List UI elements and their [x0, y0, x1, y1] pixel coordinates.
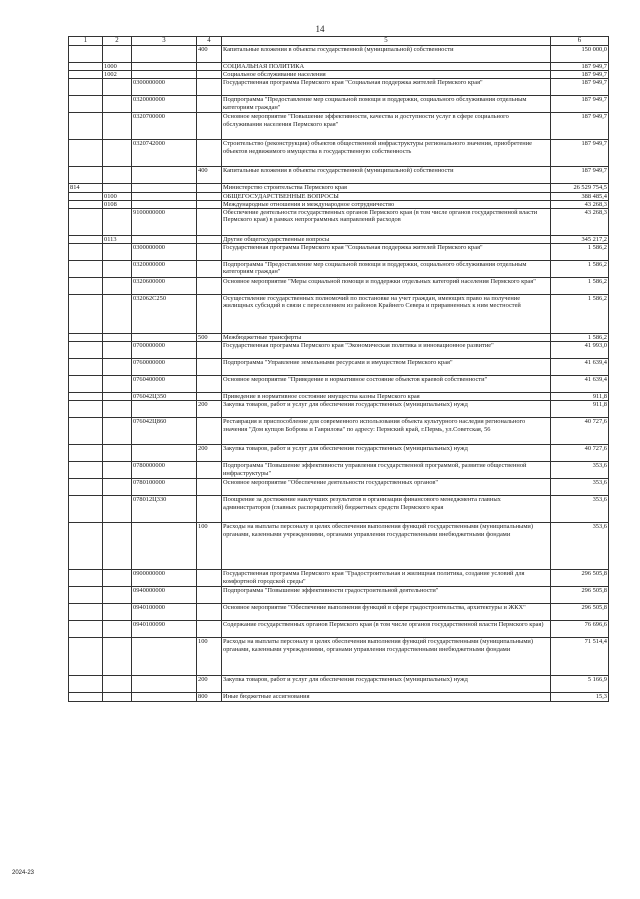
glava-cell [69, 71, 103, 79]
target-article-cell: 078012Ц330 [132, 496, 197, 523]
target-article-cell: 0940100090 [132, 621, 197, 638]
expense-type-cell [197, 342, 222, 359]
glava-cell [69, 418, 103, 445]
amount-cell: 5 166,9 [551, 676, 609, 693]
amount-cell: 187 949,7 [551, 96, 609, 113]
razdel-cell [103, 496, 132, 523]
glava-cell [69, 393, 103, 401]
description-cell: Иные бюджетные ассигнования [222, 693, 551, 701]
table-row [69, 192, 609, 200]
amount-cell: 43 268,3 [551, 208, 609, 235]
target-article-cell: 0320700000 [132, 113, 197, 140]
razdel-cell [103, 295, 132, 334]
razdel-cell: 0100 [103, 192, 132, 200]
glava-cell [69, 261, 103, 278]
amount-cell: 15,3 [551, 693, 609, 701]
amount-cell: 1 586,2 [551, 244, 609, 261]
razdel-cell [103, 359, 132, 376]
amount-cell: 1 586,2 [551, 334, 609, 342]
razdel-cell [103, 96, 132, 113]
target-article-cell [132, 63, 197, 71]
amount-cell: 40 727,6 [551, 418, 609, 445]
amount-cell: 911,8 [551, 393, 609, 401]
expense-type-cell: 200 [197, 401, 222, 418]
target-article-cell [132, 693, 197, 701]
table-row [69, 342, 609, 359]
razdel-cell [103, 167, 132, 184]
table-row [69, 523, 609, 570]
expense-type-cell [197, 479, 222, 496]
expense-type-cell [197, 200, 222, 208]
table-row [69, 200, 609, 208]
glava-cell [69, 113, 103, 140]
target-article-cell: 0320000000 [132, 96, 197, 113]
amount-cell: 187 949,7 [551, 167, 609, 184]
description-cell: ОБЩЕГОСУДАРСТВЕННЫЕ ВОПРОСЫ [222, 192, 551, 200]
amount-cell: 353,6 [551, 523, 609, 570]
glava-cell [69, 401, 103, 418]
razdel-cell [103, 604, 132, 621]
amount-cell: 1 586,2 [551, 295, 609, 334]
expense-type-cell [197, 587, 222, 604]
description-cell: Обеспечение деятельности государственных органов Пермского края (в том числе органов государственной власти Пермского края) в рамках непрограммных направлений расходов [222, 208, 551, 235]
table-row [69, 71, 609, 79]
table-row [69, 208, 609, 235]
table-row [69, 693, 609, 701]
description-cell: Расходы на выплаты персоналу в целях обеспечения выполнения функций государственными (муниципальными) органами, казенными учреждениями, органами управления государственными внебюджетными фондами [222, 523, 551, 570]
razdel-cell [103, 261, 132, 278]
expense-type-cell [197, 184, 222, 192]
description-cell: Другие общегосударственные вопросы [222, 235, 551, 243]
amount-cell: 388 485,4 [551, 192, 609, 200]
budget-table [68, 36, 609, 702]
razdel-cell [103, 334, 132, 342]
glava-cell [69, 479, 103, 496]
description-cell: СОЦИАЛЬНАЯ ПОЛИТИКА [222, 63, 551, 71]
target-article-cell: 0760400000 [132, 376, 197, 393]
table-row [69, 334, 609, 342]
target-article-cell [132, 167, 197, 184]
description-cell: Реставрация и приспособление для современного использования объекта культурного наследия регионального значения "Дом купцов Боброва и Гаврилова" по адресу: Пермский край, г.Пермь, ул.Советская, 56 [222, 418, 551, 445]
razdel-cell [103, 342, 132, 359]
glava-cell [69, 79, 103, 96]
column-header: 1 [69, 37, 103, 46]
description-cell: Капитальные вложения в объекты государственной (муниципальной) собственности [222, 46, 551, 63]
expense-type-cell [197, 604, 222, 621]
table-row [69, 184, 609, 192]
table-row [69, 295, 609, 334]
description-cell: Основное мероприятие "Обеспечение деятельности государственных органов" [222, 479, 551, 496]
glava-cell [69, 208, 103, 235]
razdel-cell [103, 184, 132, 192]
amount-cell: 296 505,8 [551, 604, 609, 621]
target-article-cell [132, 200, 197, 208]
amount-cell: 71 514,4 [551, 638, 609, 676]
razdel-cell [103, 376, 132, 393]
amount-cell: 345 217,2 [551, 235, 609, 243]
target-article-cell [132, 676, 197, 693]
target-article-cell: 0940000000 [132, 587, 197, 604]
razdel-cell [103, 46, 132, 63]
amount-cell: 41 639,4 [551, 376, 609, 393]
razdel-cell: 0113 [103, 235, 132, 243]
glava-cell [69, 676, 103, 693]
description-cell: Государственная программа Пермского края "Социальная поддержка жителей Пермского края" [222, 244, 551, 261]
amount-cell: 26 529 754,5 [551, 184, 609, 192]
table-row [69, 587, 609, 604]
description-cell: Межбюджетные трансферты [222, 334, 551, 342]
target-article-cell: 076042Ц860 [132, 418, 197, 445]
table-row [69, 140, 609, 167]
table-row [69, 418, 609, 445]
table-row [69, 278, 609, 295]
table-row [69, 462, 609, 479]
table-row [69, 621, 609, 638]
target-article-cell [132, 71, 197, 79]
description-cell: Государственная программа Пермского края "Градостроительная и жилищная политика, создание условий для комфортной городской среды" [222, 570, 551, 587]
amount-cell: 187 949,7 [551, 71, 609, 79]
target-article-cell: 076042Ц350 [132, 393, 197, 401]
glava-cell [69, 200, 103, 208]
glava-cell: 814 [69, 184, 103, 192]
razdel-cell [103, 676, 132, 693]
expense-type-cell [197, 295, 222, 334]
table-row [69, 479, 609, 496]
table-row [69, 496, 609, 523]
expense-type-cell [197, 418, 222, 445]
razdel-cell [103, 523, 132, 570]
description-cell: Капитальные вложения в объекты государственной (муниципальной) собственности [222, 167, 551, 184]
table-row [69, 167, 609, 184]
description-cell: Подпрограмма "Управление земельными ресурсами и имуществом Пермского края" [222, 359, 551, 376]
glava-cell [69, 192, 103, 200]
table-header-row [69, 37, 609, 46]
razdel-cell: 0108 [103, 200, 132, 208]
table-row [69, 79, 609, 96]
expense-type-cell [197, 63, 222, 71]
description-cell: Расходы на выплаты персоналу в целях обеспечения выполнения функций государственными (муниципальными) органами, казенными учреждениями, органами управления государственными внебюджетными фондами [222, 638, 551, 676]
expense-type-cell [197, 570, 222, 587]
description-cell: Закупка товаров, работ и услуг для обеспечения государственных (муниципальных) нужд [222, 676, 551, 693]
table-row [69, 46, 609, 63]
column-header: 4 [197, 37, 222, 46]
amount-cell: 296 505,8 [551, 570, 609, 587]
amount-cell: 353,6 [551, 479, 609, 496]
target-article-cell: 0320000000 [132, 261, 197, 278]
razdel-cell [103, 393, 132, 401]
razdel-cell [103, 621, 132, 638]
glava-cell [69, 496, 103, 523]
expense-type-cell [197, 96, 222, 113]
target-article-cell: 032062С250 [132, 295, 197, 334]
amount-cell: 353,6 [551, 462, 609, 479]
page-number: 14 [315, 24, 325, 34]
expense-type-cell [197, 71, 222, 79]
expense-type-cell [197, 376, 222, 393]
target-article-cell: 9100000000 [132, 208, 197, 235]
expense-type-cell [197, 359, 222, 376]
razdel-cell [103, 693, 132, 701]
razdel-cell [103, 401, 132, 418]
amount-cell: 41 993,0 [551, 342, 609, 359]
glava-cell [69, 46, 103, 63]
razdel-cell [103, 208, 132, 235]
table-row [69, 244, 609, 261]
glava-cell [69, 63, 103, 71]
razdel-cell [103, 479, 132, 496]
table-row [69, 676, 609, 693]
column-header: 5 [222, 37, 551, 46]
target-article-cell [132, 46, 197, 63]
amount-cell: 187 949,7 [551, 140, 609, 167]
column-header: 2 [103, 37, 132, 46]
table-row [69, 359, 609, 376]
table-row [69, 96, 609, 113]
glava-cell [69, 523, 103, 570]
amount-cell: 353,6 [551, 496, 609, 523]
table-row [69, 604, 609, 621]
description-cell: Строительство (реконструкция) объектов общественной инфраструктуры регионального значения, приобретение объектов недвижимого имущества в государственную собственность [222, 140, 551, 167]
amount-cell: 187 949,7 [551, 113, 609, 140]
expense-type-cell: 400 [197, 46, 222, 63]
expense-type-cell: 400 [197, 167, 222, 184]
expense-type-cell: 100 [197, 523, 222, 570]
description-cell: Подпрограмма "Повышение эффективности управления государственной программой, развитие общественной инфраструктуры" [222, 462, 551, 479]
footer-code: 2024-23 [12, 870, 35, 876]
amount-cell: 40 727,6 [551, 445, 609, 462]
amount-cell: 76 696,6 [551, 621, 609, 638]
description-cell: Приведение в нормативное состояние имущества казны Пермского края [222, 393, 551, 401]
target-article-cell: 0700000000 [132, 342, 197, 359]
target-article-cell: 0760000000 [132, 359, 197, 376]
expense-type-cell [197, 113, 222, 140]
expense-type-cell [197, 621, 222, 638]
razdel-cell [103, 140, 132, 167]
razdel-cell [103, 79, 132, 96]
expense-type-cell [197, 235, 222, 243]
glava-cell [69, 295, 103, 334]
expense-type-cell [197, 192, 222, 200]
glava-cell [69, 334, 103, 342]
razdel-cell [103, 418, 132, 445]
glava-cell [69, 604, 103, 621]
expense-type-cell: 800 [197, 693, 222, 701]
target-article-cell: 0780100000 [132, 479, 197, 496]
expense-type-cell [197, 79, 222, 96]
glava-cell [69, 342, 103, 359]
glava-cell [69, 359, 103, 376]
description-cell: Закупка товаров, работ и услуг для обеспечения государственных (муниципальных) нужд [222, 401, 551, 418]
expense-type-cell [197, 261, 222, 278]
razdel-cell [103, 445, 132, 462]
target-article-cell: 0320600000 [132, 278, 197, 295]
target-article-cell [132, 334, 197, 342]
glava-cell [69, 167, 103, 184]
target-article-cell [132, 523, 197, 570]
table-row [69, 235, 609, 243]
expense-type-cell [197, 496, 222, 523]
description-cell: Закупка товаров, работ и услуг для обеспечения государственных (муниципальных) нужд [222, 445, 551, 462]
column-header: 6 [551, 37, 609, 46]
glava-cell [69, 140, 103, 167]
expense-type-cell [197, 244, 222, 261]
expense-type-cell: 200 [197, 676, 222, 693]
razdel-cell: 1002 [103, 71, 132, 79]
amount-cell: 1 586,2 [551, 261, 609, 278]
amount-cell: 187 949,7 [551, 79, 609, 96]
glava-cell [69, 587, 103, 604]
table-row [69, 261, 609, 278]
glava-cell [69, 621, 103, 638]
amount-cell: 43 268,3 [551, 200, 609, 208]
target-article-cell: 0940100000 [132, 604, 197, 621]
description-cell: Министерство строительства Пермского края [222, 184, 551, 192]
glava-cell [69, 376, 103, 393]
razdel-cell [103, 244, 132, 261]
description-cell: Международные отношения и международное сотрудничество [222, 200, 551, 208]
table-row [69, 570, 609, 587]
description-cell: Основное мероприятие "Меры социальной помощи и поддержки отдельных категорий населения Пермского края" [222, 278, 551, 295]
expense-type-cell [197, 393, 222, 401]
expense-type-cell: 500 [197, 334, 222, 342]
target-article-cell [132, 401, 197, 418]
razdel-cell [103, 462, 132, 479]
expense-type-cell [197, 462, 222, 479]
description-cell: Подпрограмма "Предоставление мер социальной помощи и поддержки, социального обслуживания отдельным категориям граждан" [222, 261, 551, 278]
table-row [69, 638, 609, 676]
description-cell: Подпрограмма "Предоставление мер социальной помощи и поддержки, социального обслуживания отдельным категориям граждан" [222, 96, 551, 113]
description-cell: Содержание государственных органов Пермского края (в том числе органов государственной власти Пермского края) [222, 621, 551, 638]
description-cell: Основное мероприятие "Повышение эффективности, качества и доступности услуг в сфере социального обслуживания населения Пермского края" [222, 113, 551, 140]
description-cell: Основное мероприятие "Приведение в нормативное состояние объектов краевой собственности" [222, 376, 551, 393]
amount-cell: 296 505,8 [551, 587, 609, 604]
target-article-cell: 0300000000 [132, 244, 197, 261]
description-cell: Подпрограмма "Повышение эффективности градостроительной деятельности" [222, 587, 551, 604]
glava-cell [69, 235, 103, 243]
target-article-cell: 0900000000 [132, 570, 197, 587]
glava-cell [69, 693, 103, 701]
expense-type-cell: 100 [197, 638, 222, 676]
amount-cell: 911,8 [551, 401, 609, 418]
table-row [69, 445, 609, 462]
amount-cell: 41 639,4 [551, 359, 609, 376]
amount-cell: 187 949,7 [551, 63, 609, 71]
column-header: 3 [132, 37, 197, 46]
target-article-cell: 0780000000 [132, 462, 197, 479]
table-row [69, 376, 609, 393]
description-cell: Основное мероприятие "Обеспечение выполнения функций в сфере градостроительства, архитектуры и ЖКХ" [222, 604, 551, 621]
description-cell: Осуществление государственных полномочий по постановке на учет граждан, имеющих право на получение жилищных субсидий в связи с переселением из районов Крайнего Севера и приравненных к ним местностей [222, 295, 551, 334]
glava-cell [69, 445, 103, 462]
glava-cell [69, 244, 103, 261]
amount-cell: 1 586,2 [551, 278, 609, 295]
amount-cell: 150 000,0 [551, 46, 609, 63]
target-article-cell [132, 235, 197, 243]
glava-cell [69, 462, 103, 479]
expense-type-cell: 200 [197, 445, 222, 462]
expense-type-cell [197, 208, 222, 235]
target-article-cell: 0320742000 [132, 140, 197, 167]
glava-cell [69, 638, 103, 676]
target-article-cell: 0300000000 [132, 79, 197, 96]
glava-cell [69, 570, 103, 587]
razdel-cell [103, 570, 132, 587]
razdel-cell [103, 113, 132, 140]
description-cell: Государственная программа Пермского края "Социальная поддержка жителей Пермского края" [222, 79, 551, 96]
glava-cell [69, 96, 103, 113]
description-cell: Поощрение за достижение наилучших результатов в организации финансового менеджмента главных администраторов (главных распорядителей) бюджетных средств Пермского края [222, 496, 551, 523]
description-cell: Государственная программа Пермского края "Экономическая политика и инновационное развитие" [222, 342, 551, 359]
glava-cell [69, 278, 103, 295]
target-article-cell [132, 638, 197, 676]
expense-type-cell [197, 140, 222, 167]
table-row [69, 401, 609, 418]
table-row [69, 393, 609, 401]
target-article-cell [132, 192, 197, 200]
razdel-cell: 1000 [103, 63, 132, 71]
target-article-cell [132, 445, 197, 462]
target-article-cell [132, 184, 197, 192]
razdel-cell [103, 587, 132, 604]
table-row [69, 113, 609, 140]
description-cell: Социальное обслуживание населения [222, 71, 551, 79]
expense-type-cell [197, 278, 222, 295]
table-row [69, 63, 609, 71]
razdel-cell [103, 278, 132, 295]
razdel-cell [103, 638, 132, 676]
